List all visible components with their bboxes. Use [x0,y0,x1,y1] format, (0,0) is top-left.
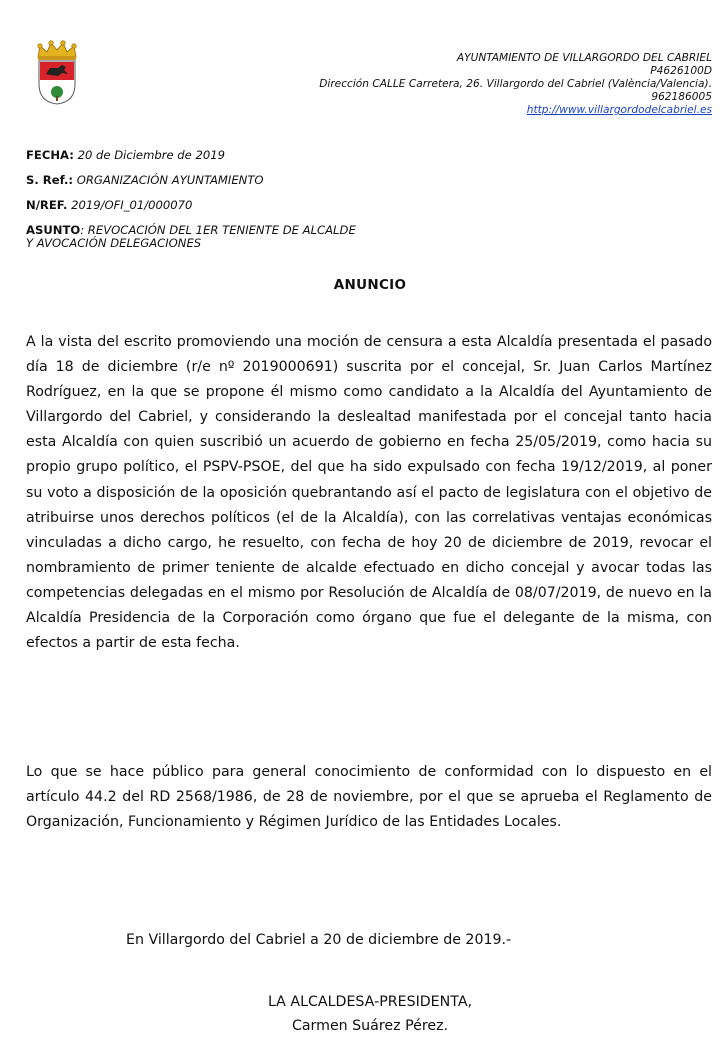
asunto-label: ASUNTO [26,223,81,237]
municipality-header [319,52,712,117]
sref-value: ORGANIZACIÓN AYUNTAMIENTO [76,173,264,187]
signatory-name: Carmen Suárez Pérez. [291,1018,449,1034]
municipality-code: P4626100D [650,65,712,77]
place-and-date: En Villargordo del Cabriel a 20 de diciembre de 2019.- [126,932,512,948]
document-metadata [26,149,366,262]
asunto-row [26,224,366,250]
signatory-role: LA ALCALDESA-PRESIDENTA, [267,994,473,1010]
nref-value: 2019/OFI_01/000070 [71,198,193,212]
body-paragraph-2: Lo que se hace público para general conocimiento de conformidad con lo dispuesto en el artículo 44.2 del RD 2568/1986, de 28 de noviembre, por el que se aprueba el Reglamento de Organización, Funcionamiento y Régimen Jurídico de las Entidades Locales. [26,764,712,831]
coat-of-arms-icon [28,40,86,106]
municipality-name: AYUNTAMIENTO DE VILLARGORDO DEL CABRIEL [456,52,712,64]
municipality-address: Dirección CALLE Carretera, 26. Villargordo del Cabriel (València/Valencia). [319,78,712,90]
document-title: ANUNCIO [333,277,407,293]
nref-row [26,199,366,212]
municipality-phone: 962186005 [651,91,712,103]
website-link[interactable]: http://www.villargordodelcabriel.es [526,104,712,116]
nref-label: N/REF. [26,198,68,212]
fecha-row [26,149,366,162]
fecha-label: FECHA: [26,148,74,162]
asunto-value: : REVOCACIÓN DEL 1ER TENIENTE DE ALCALDE Y AVOCACIÓN DELEGACIONES [26,223,356,250]
sref-label: S. Ref.: [26,173,74,187]
fecha-value: 20 de Diciembre de 2019 [77,148,225,162]
signature-block [250,990,490,1038]
body-paragraph-1: A la vista del escrito promoviendo una moción de censura a esta Alcaldía presentada el pasado día 18 de diciembre (r/e nº 2019000691) suscrita por el concejal, Sr. Juan Carlos Martínez Rodríguez, en la que se propone él mismo como candidato a la Alcaldía del Ayuntamiento de Villargordo del Cabriel, y considerando la deslealtad manifestada por el concejal tanto hacia esta Alcaldía con quien suscribió un acuerdo de gobierno en fecha 25/05/2019, como hacia su propio grupo político, el PSPV-PSOE, del que ha sido expulsado con fecha 19/12/2019, al poner su voto a disposición de la oposición quebrantando así el pacto de legislatura con el objetivo de atribuirse unos derechos políticos (el de la Alcaldía), con las correlativas ventajas económicas vinculadas a dicho cargo, he resuelto, con fecha de hoy 20 de diciembre de 2019, revocar el nombramiento de primer teniente de alcalde efectuado en dicho concejal y avocar todas las competencias delegadas en el mismo por Resolución de Alcaldía de 08/07/2019, de nuevo en la Alcaldía Presidencia de la Corporación como órgano que fue el delegante de la misma, con efectos a partir de esta fecha. [26,334,712,652]
sref-row [26,174,366,187]
